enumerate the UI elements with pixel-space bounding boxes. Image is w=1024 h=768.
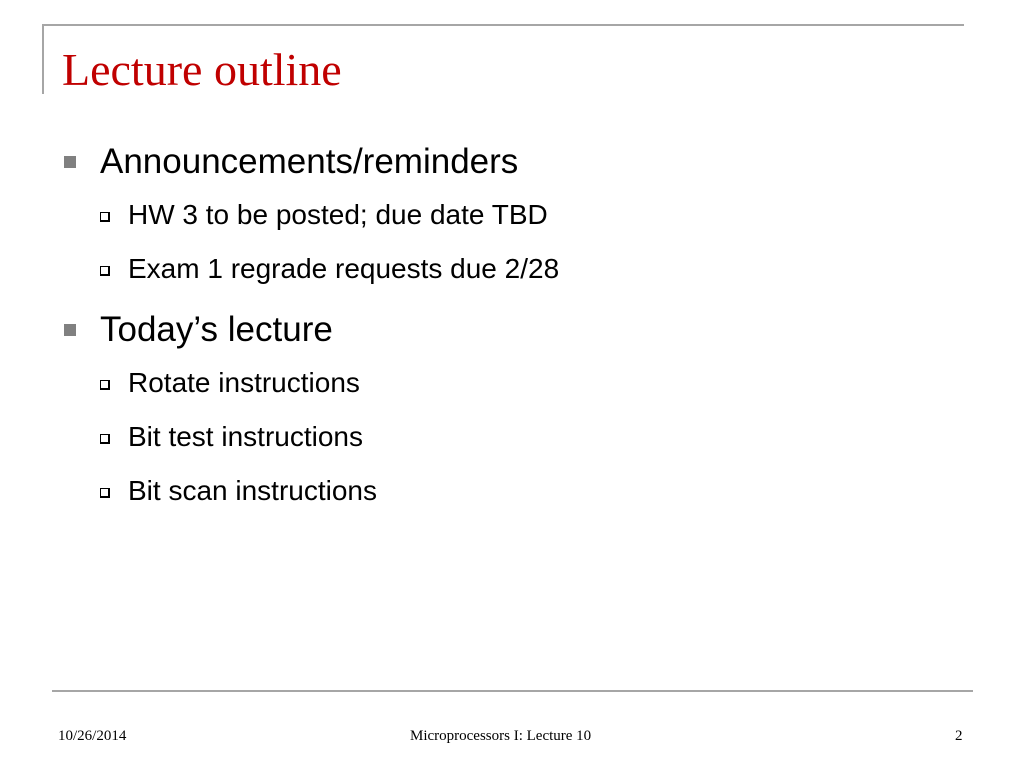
sub-bullet-text: Exam 1 regrade requests due 2/28 [128, 253, 560, 284]
bullet-text: Announcements/reminders [100, 142, 519, 181]
footer-title: Microprocessors I: Lecture 10 [410, 728, 592, 744]
page-number: 2 [955, 728, 963, 744]
hollow-square-bullet-icon [100, 266, 110, 276]
sub-bullet-text: Bit test instructions [128, 421, 363, 452]
hollow-square-bullet-icon [100, 434, 110, 444]
bullet-list [62, 136, 962, 518]
sub-bullet-text: Bit scan instructions [128, 475, 377, 506]
bullet-item-announcements [62, 136, 962, 188]
sub-bullet-text: HW 3 to be posted; due date TBD [128, 199, 548, 230]
sub-bullet-item [62, 356, 962, 410]
hollow-square-bullet-icon [100, 380, 110, 390]
footer-rule [52, 690, 973, 692]
bullet-item-todays-lecture [62, 304, 962, 356]
sub-bullet-item [62, 188, 962, 242]
slide-title: Lecture outline [62, 44, 342, 95]
square-bullet-icon [64, 324, 76, 336]
hollow-square-bullet-icon [100, 488, 110, 498]
sub-bullet-text: Rotate instructions [128, 367, 360, 398]
sub-bullet-item [62, 464, 962, 518]
hollow-square-bullet-icon [100, 212, 110, 222]
frame-top-rule [42, 24, 964, 26]
sub-bullet-item [62, 410, 962, 464]
square-bullet-icon [64, 156, 76, 168]
bullet-text: Today’s lecture [100, 310, 333, 349]
sub-bullet-item [62, 242, 962, 296]
frame-left-rule [42, 24, 44, 94]
footer-date: 10/26/2014 [58, 728, 127, 744]
